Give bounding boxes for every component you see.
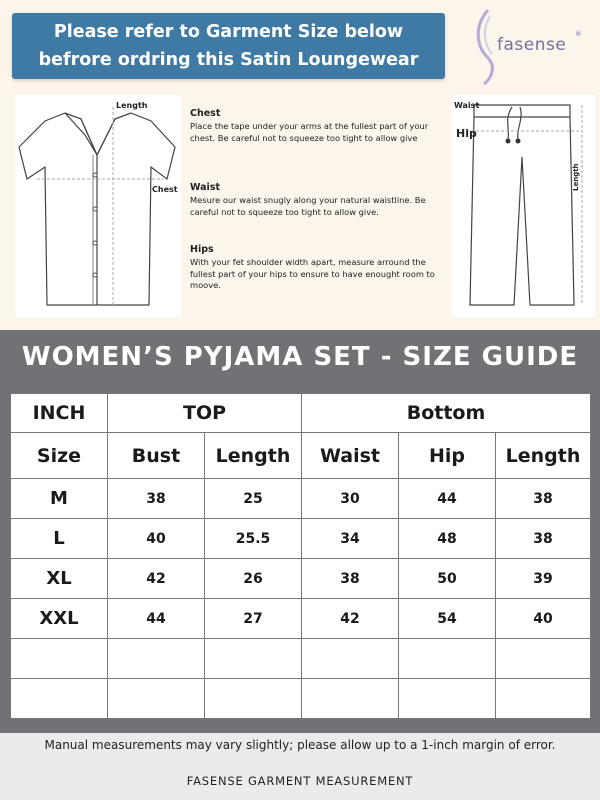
waist-instructions: [190, 182, 440, 218]
chest-instructions: [190, 108, 440, 144]
table-cell: 25.5: [205, 519, 302, 559]
empty-cell: [205, 639, 302, 679]
empty-cell: [11, 639, 108, 679]
table-cell: 48: [399, 519, 496, 559]
table-cell: 50: [399, 559, 496, 599]
brand-name: fasense: [497, 35, 567, 55]
size-cell: M: [11, 479, 108, 519]
table-cell: 42: [302, 599, 399, 639]
table-cell: 34: [302, 519, 399, 559]
shirt-chest-label: Chest: [152, 185, 178, 194]
table-cell: 30: [302, 479, 399, 519]
empty-cell: [496, 679, 591, 719]
table-cell: 54: [399, 599, 496, 639]
empty-cell: [205, 679, 302, 719]
table-cell: 38: [496, 479, 591, 519]
empty-cell: [108, 679, 205, 719]
bottom-group-header: Bottom: [302, 394, 591, 433]
table-column-header: [11, 433, 591, 479]
size-cell: XL: [11, 559, 108, 599]
empty-row: [11, 679, 591, 719]
waist-heading: Waist: [190, 182, 221, 193]
column-header: Size: [11, 433, 108, 479]
table-group-header: [11, 394, 591, 433]
table-cell: 38: [108, 479, 205, 519]
shirt-length-label: Length: [116, 101, 148, 110]
hips-heading: Hips: [190, 244, 214, 255]
margin-note: Manual measurements may vary slightly; please allow up to a 1-inch margin of error.: [44, 738, 556, 752]
table-cell: 40: [108, 519, 205, 559]
top-group-header: TOP: [108, 394, 302, 433]
table-cell: 27: [205, 599, 302, 639]
column-header: Waist: [302, 433, 399, 479]
hips-text: With your fet shoulder width apart, measure arround the fullest part of your hips to ensure to have enought room to moove.: [190, 257, 435, 290]
table-row: [11, 479, 591, 519]
chest-heading: Chest: [190, 108, 221, 119]
pants-length-label: Length: [572, 163, 580, 191]
notice-banner: [12, 13, 445, 79]
column-header: Length: [205, 433, 302, 479]
empty-row: [11, 639, 591, 679]
empty-cell: [496, 639, 591, 679]
table-cell: 38: [496, 519, 591, 559]
size-cell: XXL: [11, 599, 108, 639]
column-header: Length: [496, 433, 591, 479]
table-row: [11, 559, 591, 599]
pants-diagram: [452, 95, 595, 317]
size-table: [10, 393, 591, 719]
table-cell: 44: [108, 599, 205, 639]
empty-cell: [11, 679, 108, 719]
shirt-diagram: [15, 95, 181, 317]
pants-hip-label: Hip: [456, 127, 477, 140]
empty-cell: [399, 679, 496, 719]
size-guide-title: WOMEN’S PYJAMA SET - SIZE GUIDE: [21, 342, 579, 372]
chest-text: Place the tape under your arms at the fullest part of your chest. Be careful not to squeeze too tight to allow give: [190, 121, 429, 143]
unit-header: INCH: [11, 394, 108, 433]
empty-cell: [108, 639, 205, 679]
table-cell: 38: [302, 559, 399, 599]
waist-text: Mesure our waist snugly along your natural waistline. Be careful not to squeeze too tight to allow give.: [190, 195, 426, 217]
empty-cell: [302, 679, 399, 719]
shirt-icon: [15, 95, 181, 317]
table-cell: 39: [496, 559, 591, 599]
empty-cell: [399, 639, 496, 679]
table-row: [11, 599, 591, 639]
empty-cell: [302, 639, 399, 679]
pants-waist-label: Waist: [454, 101, 480, 110]
table-cell: 25: [205, 479, 302, 519]
hips-instructions: [190, 244, 440, 292]
column-header: Bust: [108, 433, 205, 479]
column-header: Hip: [399, 433, 496, 479]
registered-mark: ®: [575, 30, 582, 38]
table-cell: 44: [399, 479, 496, 519]
banner-line-1: Please refer to Garment Size below: [53, 22, 404, 42]
table-cell: 42: [108, 559, 205, 599]
table-cell: 26: [205, 559, 302, 599]
banner-line-2: befrore ordring this Satin Loungewear: [38, 50, 419, 70]
size-cell: L: [11, 519, 108, 559]
footer-caption: FASENSE GARMENT MEASUREMENT: [186, 774, 414, 788]
table-cell: 40: [496, 599, 591, 639]
table-row: [11, 519, 591, 559]
